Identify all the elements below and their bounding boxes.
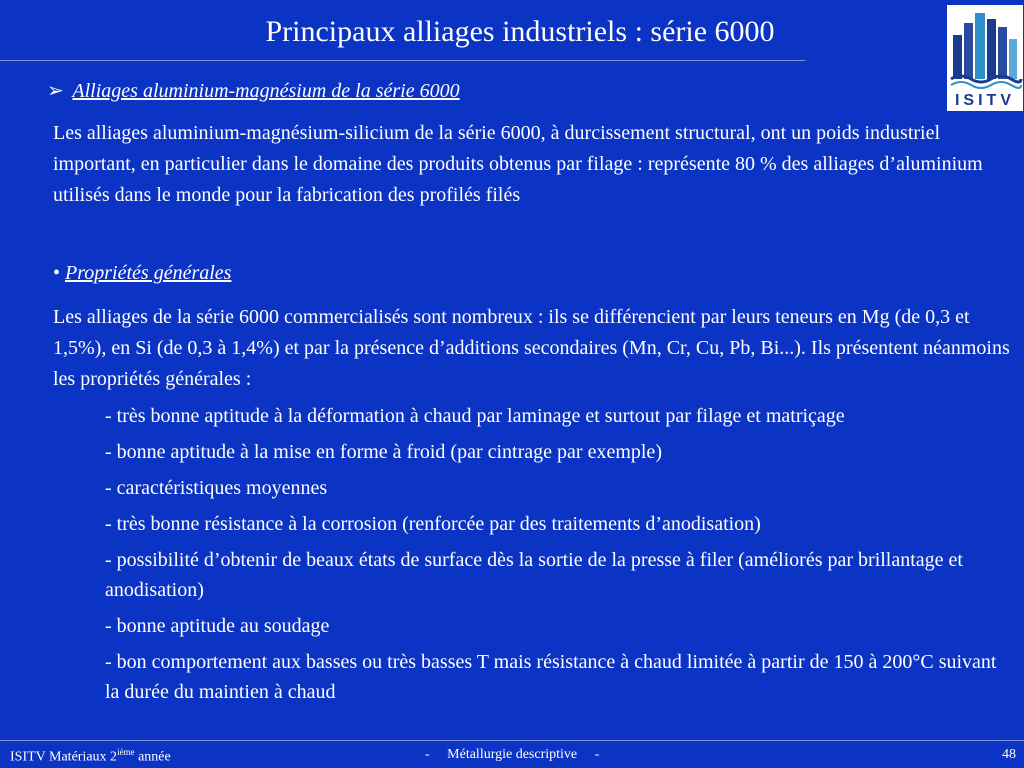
intro-paragraph: Les alliages aluminium-magnésium-silicium de la série 6000, à durcissement structural, ont un poids industriel important, en particulier dans le domaine des produits obtenus par filage : représente 80 % des alliages d’aluminium utilisés dans le monde pour la fabrication des profilés filés <box>53 122 983 206</box>
bullet-icon: • <box>53 262 61 284</box>
subsection-title: Propriétés générales <box>65 262 232 284</box>
footer-course <box>10 747 171 766</box>
arrow-bullet-icon: ➢ <box>47 80 64 102</box>
subsection-heading <box>53 259 231 287</box>
title-divider <box>0 60 805 61</box>
slide-footer <box>0 740 1024 768</box>
list-item: - très bonne résistance à la corrosion (renforcée par des traitements d’anodisation) <box>105 513 761 535</box>
list-item: - très bonne aptitude à la déformation à chaud par laminage et surtout par filage et matriçage <box>105 405 845 427</box>
section-title: Alliages aluminium-magnésium de la série 6000 <box>72 80 460 102</box>
footer-course-sup: ième <box>117 747 135 757</box>
list-item: - possibilité d’obtenir de beaux états de surface dès la sortie de la presse à filer (améliorés par brillantage et anodisation) <box>105 549 963 601</box>
properties-list <box>105 401 1015 713</box>
list-item: - bonne aptitude à la mise en forme à froid (par cintrage par exemple) <box>105 441 662 463</box>
list-item: - bon comportement aux basses ou très basses T mais résistance à chaud limitée à partir de 150 à 200°C suivant la durée du maintien à chaud <box>105 651 997 703</box>
page-number: 48 <box>1002 747 1016 762</box>
isitv-logo <box>947 5 1023 111</box>
list-item: - caractéristiques moyennes <box>105 477 328 499</box>
slide-title: Principaux alliages industriels : série 6000 <box>265 15 775 48</box>
properties-intro: Les alliages de la série 6000 commercialisés sont nombreux : ils se différencient par leurs teneurs en Mg (de 0,3 et 1,5%), en Si (de 0,3 à 1,4%) et par la présence d’additions secondaires (Mn, Cr, Cu, Pb, Bi...). Ils présentent néanmoins les propriétés générales : <box>53 306 1010 390</box>
list-item: - bonne aptitude au soudage <box>105 615 330 637</box>
section-heading <box>47 78 460 104</box>
footer-subject: - Métallurgie descriptive - <box>425 747 600 762</box>
svg-text:ISITV: ISITV <box>954 92 1016 109</box>
footer-course-suffix: année <box>134 749 171 765</box>
footer-course-prefix: ISITV Matériaux 2 <box>10 749 118 765</box>
